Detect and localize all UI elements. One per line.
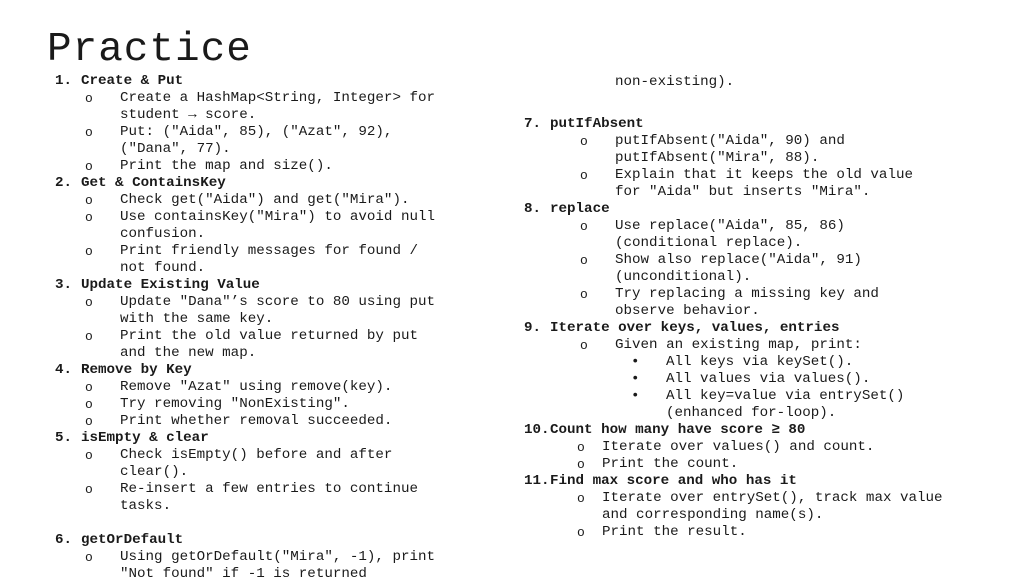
task-item-2 xyxy=(55,175,515,192)
circle-bullet-icon: o xyxy=(85,380,93,395)
sub-point: o Iterate over entrySet(), track max value and corresponding name(s). xyxy=(577,490,943,523)
sub-point: o Put: ("Aida", 85), ("Azat", 92), ("Dana", 77). xyxy=(85,124,393,157)
task-item-1 xyxy=(55,73,515,90)
sub-point: o putIfAbsent("Aida", 90) and putIfAbsent("Mira", 88). xyxy=(580,133,845,166)
circle-bullet-icon: o xyxy=(580,287,588,302)
circle-bullet-icon: o xyxy=(577,525,585,540)
task-heading: Update Existing Value xyxy=(81,277,260,293)
sub-point: o Remove "Azat" using remove(key). xyxy=(85,379,393,395)
task-item-6 xyxy=(55,532,515,549)
task-heading: replace xyxy=(550,201,610,217)
task-heading: Iterate over keys, values, entries xyxy=(550,320,840,336)
task-number: 10. xyxy=(524,422,550,438)
sub-point: o Check get("Aida") and get("Mira"). xyxy=(85,192,410,208)
task-number: 11. xyxy=(524,473,550,489)
task-item-11 xyxy=(524,473,994,490)
right-column xyxy=(524,74,994,541)
sub-point: o Use replace("Aida", 85, 86) (conditional replace). xyxy=(580,218,845,251)
circle-bullet-icon: o xyxy=(580,219,588,234)
nested-bullet: • All keys via keySet(). xyxy=(631,354,854,370)
circle-bullet-icon: o xyxy=(85,448,93,463)
task-number: 5. xyxy=(55,430,73,446)
sub-point: o Print the old value returned by put and the new map. xyxy=(85,328,418,361)
sub-point: o Show also replace("Aida", 91) (unconditional). xyxy=(580,252,862,285)
sub-point: o Print the map and size(). xyxy=(85,158,333,174)
dot-bullet-icon: • xyxy=(631,371,640,387)
task-item-4 xyxy=(55,362,515,379)
task-heading: getOrDefault xyxy=(81,532,184,548)
circle-bullet-icon: o xyxy=(85,397,93,412)
circle-bullet-icon: o xyxy=(85,329,93,344)
task-number: 6. xyxy=(55,532,73,548)
task-item-9 xyxy=(524,320,994,337)
sub-point: o Print whether removal succeeded. xyxy=(85,413,393,429)
task-number: 7. xyxy=(524,116,542,132)
circle-bullet-icon: o xyxy=(85,193,93,208)
task-number: 9. xyxy=(524,320,542,336)
dot-bullet-icon: • xyxy=(631,388,640,404)
nested-bullet: • All values via values(). xyxy=(631,371,871,387)
nested-bullet: • All key=value via entrySet() (enhanced for-loop). xyxy=(631,388,905,421)
sub-point: o Given an existing map, print: xyxy=(580,337,862,353)
circle-bullet-icon: o xyxy=(580,168,588,183)
continuation-text: non-existing). xyxy=(615,74,735,90)
task-number: 3. xyxy=(55,277,73,293)
circle-bullet-icon: o xyxy=(580,338,588,353)
sub-point: o Use containsKey("Mira") to avoid null confusion. xyxy=(85,209,436,242)
sub-point: o Print friendly messages for found / not found. xyxy=(85,243,418,276)
task-number: 4. xyxy=(55,362,73,378)
dot-bullet-icon: • xyxy=(631,354,640,370)
task-heading: putIfAbsent xyxy=(550,116,644,132)
sub-point: o Explain that it keeps the old value for "Aida" but inserts "Mira". xyxy=(580,167,913,200)
sub-point: o Re-insert a few entries to continue tasks. xyxy=(85,481,418,514)
task-item-8 xyxy=(524,201,994,218)
task-item-7 xyxy=(524,116,994,133)
slide-title: Practice xyxy=(47,27,252,73)
task-heading: Create & Put xyxy=(81,73,184,89)
sub-point: o Update "Dana"’s score to 80 using put with the same key. xyxy=(85,294,436,327)
circle-bullet-icon: o xyxy=(85,91,93,106)
circle-bullet-icon: o xyxy=(85,414,93,429)
task-number: 2. xyxy=(55,175,73,191)
circle-bullet-icon: o xyxy=(580,134,588,149)
sub-point: o Try removing "NonExisting". xyxy=(85,396,350,412)
sub-point: o Print the count. xyxy=(577,456,739,472)
sub-point: o Iterate over values() and count. xyxy=(577,439,875,455)
task-heading: Get & ContainsKey xyxy=(81,175,226,191)
circle-bullet-icon: o xyxy=(85,295,93,310)
circle-bullet-icon: o xyxy=(85,550,93,565)
sub-point: o Check isEmpty() before and after clear(). xyxy=(85,447,393,480)
left-column xyxy=(55,73,515,583)
circle-bullet-icon: o xyxy=(580,253,588,268)
task-heading: Remove by Key xyxy=(81,362,192,378)
task-number: 1. xyxy=(55,73,73,89)
task-item-5 xyxy=(55,430,515,447)
task-number: 8. xyxy=(524,201,542,217)
task-item-3 xyxy=(55,277,515,294)
circle-bullet-icon: o xyxy=(577,491,585,506)
circle-bullet-icon: o xyxy=(85,482,93,497)
sub-point: o Create a HashMap<String, Integer> for student → score. xyxy=(85,90,436,123)
circle-bullet-icon: o xyxy=(85,159,93,174)
task-heading: isEmpty & clear xyxy=(81,430,209,446)
circle-bullet-icon: o xyxy=(577,440,585,455)
task-heading: Find max score and who has it xyxy=(550,473,797,489)
circle-bullet-icon: o xyxy=(85,244,93,259)
circle-bullet-icon: o xyxy=(577,457,585,472)
task-heading: Count how many have score ≥ 80 xyxy=(550,422,806,438)
sub-point: o Print the result. xyxy=(577,524,747,540)
sub-point: o Try replacing a missing key and observe behavior. xyxy=(580,286,879,319)
sub-point: o Using getOrDefault("Mira", -1), print "Not found" if -1 is returned xyxy=(85,549,436,582)
circle-bullet-icon: o xyxy=(85,210,93,225)
circle-bullet-icon: o xyxy=(85,125,93,140)
task-item-10 xyxy=(524,422,994,439)
